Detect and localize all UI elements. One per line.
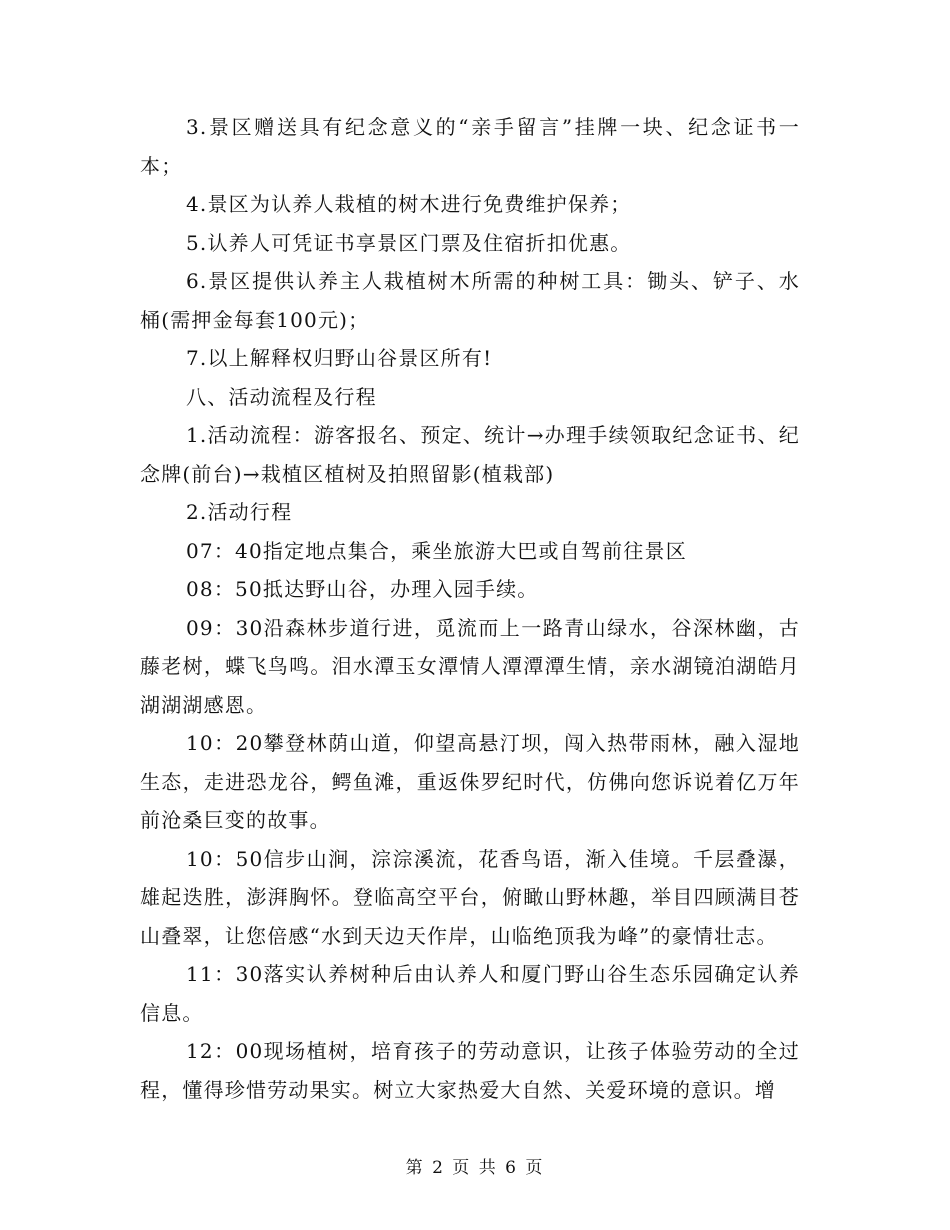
- document-body: [140, 108, 800, 1109]
- paragraph-item-4: 4.景区为认养人栽植的树木进行免费维护保养；: [186, 192, 632, 216]
- paragraph-item-5: 5.认养人可凭证书享景区门票及住宿折扣优惠。: [186, 230, 632, 255]
- page-number-footer: 第 2 页 共 6 页: [405, 1158, 545, 1178]
- itinerary-1200: 12：00现场植树，培育孩子的劳动意识，让孩子体验劳动的全过程，懂得珍惜劳动果实。树立大家热爱大自然、关爱环境的意识。增: [140, 1039, 800, 1102]
- itinerary-0850: 08：50抵达野山谷，办理入园手续。: [186, 577, 539, 601]
- paragraph-item-6: 6.景区提供认养主人栽植树木所需的种树工具：锄头、铲子、水桶(需押金每套100元)；: [140, 269, 800, 332]
- paragraph-activity-flow: 1.活动流程：游客报名、预定、统计→办理手续领取纪念证书、纪念牌(前台)→栽植区植树及拍照留影(植栽部): [140, 423, 800, 486]
- itinerary-0740: 07：40指定地点集合，乘坐旅游大巴或自驾前往景区: [186, 538, 687, 563]
- paragraph-item-7: 7.以上解释权归野山谷景区所有!: [186, 346, 493, 370]
- itinerary-0930: 09：30沿森林步道行进，觅流而上一路青山绿水，谷深林幽，古藤老树，蝶飞鸟鸣。泪水潭玉女潭情人潭潭潭生情，亲水湖镜泊湖皓月湖湖湖感恩。: [140, 615, 800, 717]
- paragraph-itinerary-heading: 2.活动行程: [186, 500, 293, 524]
- itinerary-1050: 10：50信步山涧，淙淙溪流，花香鸟语，渐入佳境。千层叠瀑，雄起迭胜，澎湃胸怀。登临高空平台，俯瞰山野林趣，举目四顾满目苍山叠翠，让您倍感“水到天边天作岸，山临绝顶我为峰”的豪情壮志。: [140, 846, 800, 948]
- paragraph-item-3: 3.景区赠送具有纪念意义的“亲手留言”挂牌一块、纪念证书一本；: [140, 115, 800, 178]
- section-heading: 八、活动流程及行程: [186, 384, 377, 409]
- itinerary-1130: 11：30落实认养树种后由认养人和厦门野山谷生态乐园确定认养信息。: [140, 962, 800, 1025]
- itinerary-1020: 10：20攀登林荫山道，仰望高悬汀坝，闯入热带雨林，融入湿地生态，走进恐龙谷，鳄鱼滩，重返侏罗纪时代，仿佛向您诉说着亿万年前沧桑巨变的故事。: [140, 731, 800, 832]
